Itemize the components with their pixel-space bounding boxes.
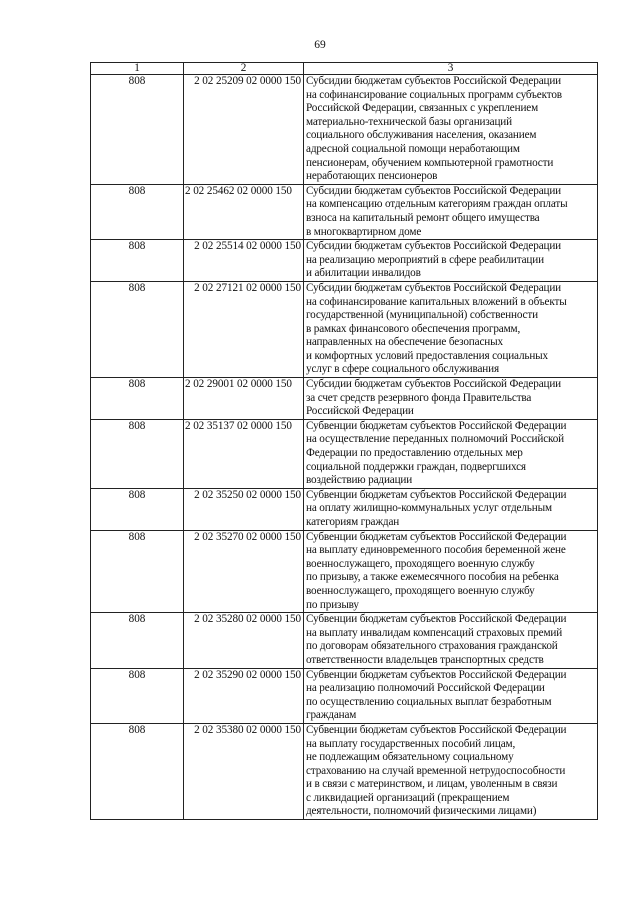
description-line: и абилитации инвалидов (306, 267, 421, 280)
table-row (91, 488, 598, 530)
description-line: по призыву (306, 598, 359, 611)
description-line: взноса на капитальный ремонт общего имущества (306, 211, 540, 224)
revenue-description-cell (304, 488, 598, 530)
description-line: Субвенции бюджетам субъектов Российской Федерации (306, 668, 567, 681)
administrator-code-cell: 808 (91, 378, 184, 420)
budget-classification-code-cell: 2 02 35380 02 0000 150 (184, 723, 304, 819)
description-line: военнослужащего, проходящего военную службу (306, 557, 535, 570)
description-line: страхованию на случай временной нетрудоспособности (306, 764, 566, 777)
description-line: с ликвидацией организаций (прекращением (306, 791, 510, 804)
budget-classification-code-cell: 2 02 35270 02 0000 150 (184, 530, 304, 613)
administrator-code-cell: 808 (91, 668, 184, 723)
description-line: направленных на обеспечение безопасных (306, 336, 503, 349)
description-line: категориям граждан (306, 516, 400, 528)
description-line: на оплату жилищно-коммунальных услуг отдельным (306, 502, 552, 515)
column-number-row (91, 63, 598, 75)
administrator-code-cell: 808 (91, 419, 184, 488)
revenue-description-cell (304, 613, 598, 668)
description-line: Субвенции бюджетам субъектов Российской Федерации (306, 419, 567, 432)
description-line: социального обслуживания населения, оказанием (306, 129, 537, 142)
description-line: Субвенции бюджетам субъектов Российской Федерации (306, 723, 567, 736)
description-line: военнослужащего, проходящего военную службу (306, 584, 535, 597)
description-line: не подлежащим обязательному социальному (306, 751, 514, 764)
description-line: и комфортных условий предоставления социальных (306, 349, 548, 362)
description-line: за счет средств резервного фонда Правительства (306, 391, 532, 404)
table-row (91, 240, 598, 282)
description-line: на выплату единовременного пособия беременной жене (306, 544, 566, 557)
table-row (91, 75, 598, 185)
page-number: 69 (314, 39, 326, 51)
administrator-code-cell: 808 (91, 75, 184, 185)
description-line: ответственности владельцев транспортных средств (306, 653, 544, 666)
revenue-description-cell (304, 184, 598, 239)
table-row (91, 184, 598, 239)
description-line: Субсидии бюджетам субъектов Российской Федерации (306, 184, 562, 197)
description-line: государственной (муниципальной) собственности (306, 309, 538, 322)
budget-classification-code-cell: 2 02 25514 02 0000 150 (184, 240, 304, 282)
description-line: Российской Федерации (306, 405, 414, 418)
description-line: адресной социальной помощи неработающим (306, 142, 520, 155)
description-line: Субвенции бюджетам субъектов Российской Федерации (306, 613, 567, 626)
description-line: на компенсацию отдельным категориям граждан оплаты (306, 198, 568, 211)
description-line: в многоквартирном доме (306, 225, 422, 238)
description-line: гражданам (306, 709, 357, 722)
table-row (91, 613, 598, 668)
description-line: воздействию радиации (306, 474, 413, 487)
description-line: в рамках финансового обеспечения программ, (306, 322, 521, 335)
administrator-code-cell: 808 (91, 240, 184, 282)
description-line: Субсидии бюджетам субъектов Российской Федерации (306, 240, 562, 253)
table-body (91, 75, 598, 820)
budget-revenue-table (90, 62, 598, 820)
description-line: по осуществлению социальных выплат безработным (306, 695, 552, 708)
description-line: социальной поддержки граждан, подвергшихся (306, 460, 526, 473)
budget-classification-code-cell: 2 02 35290 02 0000 150 (184, 668, 304, 723)
column-number-2: 2 (184, 63, 304, 75)
description-line: Субсидии бюджетам субъектов Российской Федерации (306, 378, 562, 391)
description-line: Федерации по предоставлению отдельных мер (306, 447, 523, 460)
table-row (91, 281, 598, 377)
revenue-description-cell (304, 378, 598, 420)
description-line: на софинансирование социальных программ субъектов (306, 88, 562, 101)
column-number-1: 1 (91, 63, 184, 75)
revenue-description-cell (304, 75, 598, 185)
description-line: по призыву, а также ежемесячного пособия на ребенка (306, 571, 559, 584)
description-line: на реализацию полномочий Российской Федерации (306, 682, 545, 695)
description-line: услуг в сфере социального обслуживания (306, 363, 499, 376)
description-line: Субвенции бюджетам субъектов Российской Федерации (306, 488, 567, 501)
table-row (91, 668, 598, 723)
description-line: деятельности, полномочий физическими лицами) (306, 805, 537, 818)
budget-classification-code-cell: 2 02 25462 02 0000 150 (184, 184, 304, 239)
description-line: и в связи с материнством, и лицам, уволенным в связи (306, 778, 558, 791)
budget-classification-code-cell: 2 02 35250 02 0000 150 (184, 488, 304, 530)
table-row (91, 723, 598, 819)
description-line: на выплату государственных пособий лицам, (306, 737, 516, 750)
description-line: Субсидии бюджетам субъектов Российской Федерации (306, 75, 562, 87)
revenue-description-cell (304, 419, 598, 488)
revenue-description-cell (304, 530, 598, 613)
budget-classification-code-cell: 2 02 35280 02 0000 150 (184, 613, 304, 668)
budget-classification-code-cell: 2 02 25209 02 0000 150 (184, 75, 304, 185)
budget-classification-code-cell: 2 02 35137 02 0000 150 (184, 419, 304, 488)
description-line: на софинансирование капитальных вложений в объекты (306, 295, 567, 308)
table-row (91, 378, 598, 420)
table-row (91, 419, 598, 488)
description-line: Субвенции бюджетам субъектов Российской Федерации (306, 530, 567, 543)
description-line: пенсионерам, обучением компьютерной грамотности (306, 156, 554, 169)
description-line: Субсидии бюджетам субъектов Российской Федерации (306, 281, 562, 294)
budget-classification-code-cell: 2 02 29001 02 0000 150 (184, 378, 304, 420)
description-line: по договорам обязательного страхования гражданской (306, 640, 558, 653)
description-line: неработающих пенсионеров (306, 170, 438, 183)
description-line: материально-технической базы организаций (306, 115, 512, 128)
administrator-code-cell: 808 (91, 488, 184, 530)
column-number-3: 3 (304, 63, 598, 75)
description-line: на реализацию мероприятий в сфере реабилитации (306, 253, 544, 266)
table-row (91, 530, 598, 613)
description-line: на выплату инвалидам компенсаций страховых премий (306, 626, 563, 639)
administrator-code-cell: 808 (91, 281, 184, 377)
revenue-description-cell (304, 281, 598, 377)
administrator-code-cell: 808 (91, 613, 184, 668)
revenue-description-cell (304, 668, 598, 723)
administrator-code-cell: 808 (91, 530, 184, 613)
administrator-code-cell: 808 (91, 723, 184, 819)
revenue-description-cell (304, 723, 598, 819)
budget-classification-code-cell: 2 02 27121 02 0000 150 (184, 281, 304, 377)
description-line: Российской Федерации, связанных с укреплением (306, 102, 539, 115)
administrator-code-cell: 808 (91, 184, 184, 239)
description-line: на осуществление переданных полномочий Российской (306, 433, 565, 446)
revenue-description-cell (304, 240, 598, 282)
